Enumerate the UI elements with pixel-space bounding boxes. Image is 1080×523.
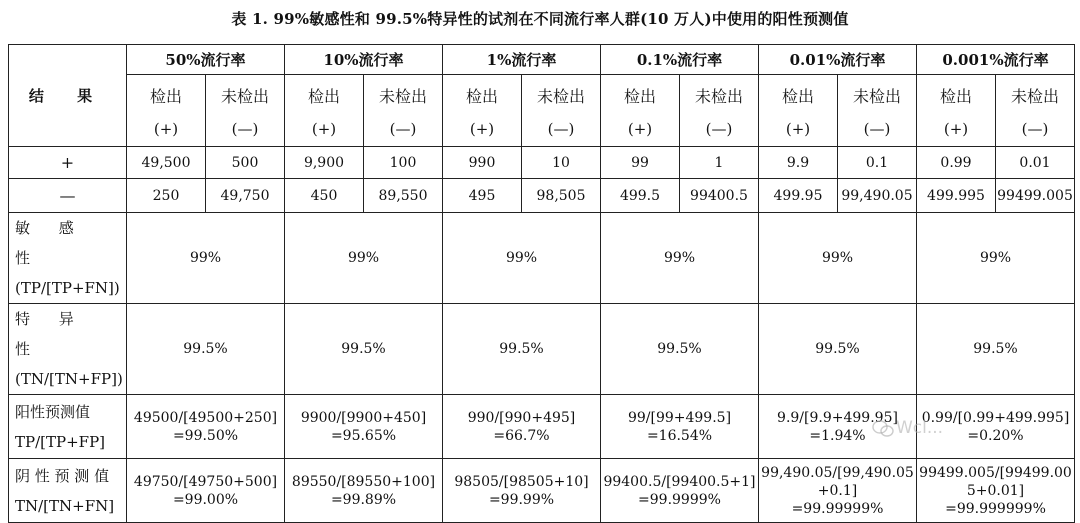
sensitivity-label-line1: 敏 感 性 (15, 219, 86, 267)
specificity-value: 99.5% (443, 304, 601, 395)
ppv-result: =99.50% (172, 427, 239, 444)
ppv-formula: 49500/[49500+250] (133, 409, 278, 426)
prevalence-table (8, 44, 1075, 523)
table-cell: 1 (680, 147, 759, 179)
ppv-result: =16.54% (646, 427, 713, 444)
table-cell: 0.01 (996, 147, 1075, 179)
positive-sign: (+) (627, 119, 653, 138)
npv-label-line2: TN/[TN+FN] (15, 496, 115, 515)
ppv-formula: 990/[990+495] (467, 409, 576, 426)
sensitivity-label (9, 213, 127, 304)
not-detected-label: 未检出 (220, 86, 269, 106)
npv-cell (917, 459, 1075, 523)
not-detected-label: 未检出 (852, 86, 901, 106)
not-detected-header (364, 75, 443, 147)
positive-sign: (+) (785, 119, 811, 138)
table-cell: 98,505 (522, 179, 601, 213)
specificity-label-line1: 特 异 性 (15, 310, 86, 358)
ppv-formula: 9900/[9900+450] (300, 409, 427, 426)
not-detected-label: 未检出 (378, 86, 427, 106)
minus-row (9, 179, 1075, 213)
npv-result: =99.999999% (945, 500, 1046, 517)
sensitivity-row (9, 213, 1075, 304)
ppv-result: =0.20% (967, 427, 1024, 444)
npv-result: =99.89% (330, 491, 397, 508)
npv-formula: 99400.5/[99400.5+1] (603, 473, 756, 490)
ppv-result: =1.94% (809, 427, 866, 444)
table-cell: 0.99 (917, 147, 996, 179)
table-cell: 49,750 (206, 179, 285, 213)
npv-formula: 49750/[49750+500] (133, 473, 278, 490)
specificity-value: 99.5% (917, 304, 1075, 395)
table-cell: 49,500 (127, 147, 206, 179)
row-label: — (9, 179, 127, 213)
table-cell: 99499.005 (996, 179, 1075, 213)
sensitivity-value: 99% (285, 213, 443, 304)
negative-sign: (—) (231, 119, 259, 138)
table-cell: 99400.5 (680, 179, 759, 213)
npv-result: =99.99999% (791, 500, 884, 517)
table-cell: 89,550 (364, 179, 443, 213)
prevalence-header-row (9, 45, 1075, 75)
sensitivity-value: 99% (443, 213, 601, 304)
detected-header (127, 75, 206, 147)
not-detected-header (996, 75, 1075, 147)
row-label: + (9, 147, 127, 179)
ppv-cell (127, 395, 285, 459)
table-cell: 0.1 (838, 147, 917, 179)
not-detected-header (206, 75, 285, 147)
table-cell: 450 (285, 179, 364, 213)
detected-label: 检出 (307, 86, 340, 106)
ppv-cell (285, 395, 443, 459)
npv-label (9, 459, 127, 523)
specificity-value: 99.5% (127, 304, 285, 395)
ppv-label-line2: TP/[TP+FP] (15, 432, 106, 451)
plus-row (9, 147, 1075, 179)
specificity-value: 99.5% (285, 304, 443, 395)
table-cell: 500 (206, 147, 285, 179)
npv-formula: 89550/[89550+100] (291, 473, 436, 490)
npv-cell (127, 459, 285, 523)
table-cell: 499.5 (601, 179, 680, 213)
detected-header (443, 75, 522, 147)
prevalence-header: 0.001%流行率 (917, 45, 1075, 75)
table-cell: 499.995 (917, 179, 996, 213)
wechat-watermark-icon (872, 420, 894, 438)
npv-formula: 98505/[98505+10] (454, 473, 589, 490)
sensitivity-value: 99% (759, 213, 917, 304)
detection-header-row (9, 75, 1075, 147)
specificity-value: 99.5% (601, 304, 759, 395)
npv-formula: 99499.005/[99499.005+0.01] (919, 464, 1072, 499)
not-detected-label: 未检出 (1010, 86, 1059, 106)
negative-sign: (—) (547, 119, 575, 138)
negative-sign: (—) (705, 119, 733, 138)
sensitivity-label-line2: (TP/[TP+FN]) (15, 279, 120, 297)
npv-result: =99.99% (488, 491, 555, 508)
npv-cell (759, 459, 917, 523)
sensitivity-value: 99% (127, 213, 285, 304)
negative-sign: (—) (1021, 119, 1049, 138)
detected-header (601, 75, 680, 147)
table-cell: 9.9 (759, 147, 838, 179)
table-cell: 250 (127, 179, 206, 213)
result-header: 结 果 (9, 45, 127, 147)
table-cell: 990 (443, 147, 522, 179)
prevalence-header: 0.1%流行率 (601, 45, 759, 75)
table-cell: 9,900 (285, 147, 364, 179)
negative-sign: (—) (389, 119, 417, 138)
detected-header (285, 75, 364, 147)
specificity-row (9, 304, 1075, 395)
positive-sign: (+) (153, 119, 179, 138)
ppv-cell (443, 395, 601, 459)
prevalence-header: 10%流行率 (285, 45, 443, 75)
table-cell: 499.95 (759, 179, 838, 213)
ppv-label (9, 395, 127, 459)
ppv-formula: 99/[99+499.5] (627, 409, 732, 426)
detected-label: 检出 (939, 86, 972, 106)
table-cell: 99 (601, 147, 680, 179)
ppv-formula: 9.9/[9.9+499.95] (777, 409, 898, 426)
detected-label: 检出 (465, 86, 498, 106)
prevalence-header: 1%流行率 (443, 45, 601, 75)
prevalence-header: 50%流行率 (127, 45, 285, 75)
ppv-result: =66.7% (493, 427, 550, 444)
table-cell: 99,490.05 (838, 179, 917, 213)
table-cell: 495 (443, 179, 522, 213)
npv-label-line1: 阴 性 预 测 值 (15, 466, 110, 485)
specificity-value: 99.5% (759, 304, 917, 395)
ppv-label-line1: 阳性预测值 (15, 402, 91, 421)
npv-row (9, 459, 1075, 523)
detected-header (759, 75, 838, 147)
detected-label: 检出 (781, 86, 814, 106)
sensitivity-value: 99% (601, 213, 759, 304)
table-cell: 100 (364, 147, 443, 179)
watermark-text: Wcl... (896, 418, 944, 438)
positive-sign: (+) (943, 119, 969, 138)
detected-header (917, 75, 996, 147)
not-detected-header (522, 75, 601, 147)
sensitivity-value: 99% (917, 213, 1075, 304)
not-detected-label: 未检出 (694, 86, 743, 106)
negative-sign: (—) (863, 119, 891, 138)
specificity-label (9, 304, 127, 395)
prevalence-header: 0.01%流行率 (759, 45, 917, 75)
ppv-result: =95.65% (330, 427, 397, 444)
npv-cell (443, 459, 601, 523)
npv-result: =99.00% (172, 491, 239, 508)
npv-cell (285, 459, 443, 523)
positive-sign: (+) (469, 119, 495, 138)
not-detected-label: 未检出 (536, 86, 585, 106)
detected-label: 检出 (623, 86, 656, 106)
positive-sign: (+) (311, 119, 337, 138)
detected-label: 检出 (149, 86, 182, 106)
ppv-formula: 0.99/[0.99+499.995] (921, 409, 1070, 426)
npv-result: =99.9999% (638, 491, 721, 508)
ppv-cell (601, 395, 759, 459)
not-detected-header (838, 75, 917, 147)
table-title: 表 1. 99%敏感性和 99.5%特异性的试剂在不同流行率人群(10 万人)中使用的阳性预测值 (231, 10, 849, 28)
npv-formula: 99,490.05/[99,490.05+0.1] (761, 464, 914, 499)
npv-cell (601, 459, 759, 523)
table-cell: 10 (522, 147, 601, 179)
not-detected-header (680, 75, 759, 147)
specificity-label-line2: (TN/[TN+FP]) (15, 370, 123, 388)
